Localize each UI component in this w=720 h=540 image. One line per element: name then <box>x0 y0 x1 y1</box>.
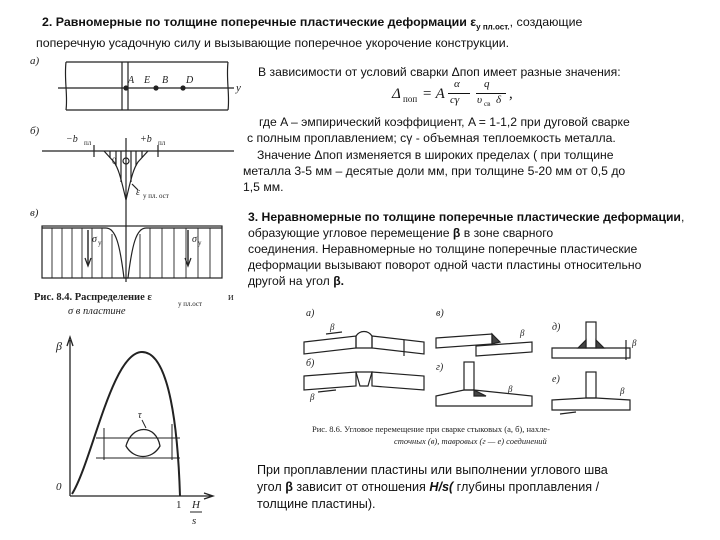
melt-pool-shape <box>126 430 160 457</box>
hs-axis-s: s <box>192 515 197 527</box>
section3-line4: другой на угол <box>248 274 330 288</box>
formula-frac2-den: υ <box>477 94 483 106</box>
fig86-a-left-plate <box>304 336 356 354</box>
fig86-g-beta: β <box>508 384 513 394</box>
heading-line2: поперечную усадочную силу и вызывающие поперечное укорочение конструкции. <box>36 36 510 51</box>
fig84-eps-label: ε <box>136 187 140 198</box>
origin-label: 0 <box>56 481 62 493</box>
fig86-d-weld-right <box>596 340 604 348</box>
para-where-line2: с полным проплавлением; cγ - объемная теплоемкость металла. <box>247 131 616 145</box>
para-melting-post: глубины проплавления / <box>456 480 600 494</box>
fig84-point-E-dot <box>154 86 158 90</box>
fig86-caption-line2: сточных (в), тавровых (г — е) соединений <box>394 436 547 446</box>
para-value-line1: Значение Δпоп изменяется в широких пределах ( при толщине <box>257 148 614 162</box>
formula-comma: , <box>509 86 513 102</box>
fig86-d-flange <box>552 348 630 358</box>
fig84-axis-y-label: y <box>236 82 241 94</box>
formula-frac1-den: cγ <box>450 94 460 106</box>
formula-eq: = A <box>422 86 445 102</box>
formula-frac1-num: α <box>454 78 460 90</box>
section3 <box>248 209 708 289</box>
para-melting-line1: При проплавлении пластины или выполнении углового шва <box>257 463 608 477</box>
hs-axis-h: H <box>192 499 200 511</box>
formula-lhs: Δ <box>392 86 401 102</box>
para-where <box>247 114 707 146</box>
section3-beta: β <box>452 226 461 240</box>
fig84-sigma-r-sub: y <box>198 239 202 247</box>
section3-beta-end: β. <box>333 274 345 288</box>
section2-heading <box>36 14 710 51</box>
figure-beta-graph <box>42 332 222 532</box>
one-label: 1 <box>176 499 182 511</box>
figure-8-4 <box>28 50 250 320</box>
fig84-point-B: B <box>162 75 169 86</box>
fig84-sigma-x: σ <box>92 234 97 245</box>
fig86-e-flange <box>552 398 630 410</box>
beta-axis-label: β <box>56 339 62 353</box>
para-dependence: В зависимости от условий сварки Δпоп имеет разные значения: <box>258 65 621 79</box>
fig84-sigma-hatch <box>52 228 210 278</box>
fig86-d-web <box>586 322 596 348</box>
formula <box>392 78 612 110</box>
fig84-eps-sub: у пл. ост <box>143 192 169 200</box>
fig86-b-weld <box>356 372 372 386</box>
formula-frac2-den-sub: св <box>484 100 491 108</box>
section3-line1-tail: в зоне сварного <box>463 226 554 240</box>
heading-tail: , создающие <box>509 15 583 29</box>
para-melting-ratio: H/s( <box>429 480 454 494</box>
fig86-e-web <box>586 372 596 398</box>
formula-lhs-sub: поп <box>403 94 418 104</box>
fig86-label-d: д) <box>552 322 561 333</box>
fig84-plate-right-edge <box>227 62 228 110</box>
para-value-line2: металла 3-5 мм – десятые доли мм, при толщине 5-20 мм от 0,5 до <box>243 164 626 178</box>
fig84-label-a: а) <box>30 55 40 67</box>
fig86-label-v: в) <box>436 308 444 319</box>
fig86-v-weld <box>492 334 500 344</box>
fig84-plus-b: +b <box>140 134 152 145</box>
fig84-sigma-r: σ <box>192 234 197 245</box>
fig86-label-e: е) <box>552 374 560 385</box>
fig86-e-beta: β <box>620 386 625 396</box>
figure-8-6-drawing <box>296 296 716 456</box>
fig84-point-A: A <box>128 75 135 86</box>
fig84-caption-and: и <box>228 292 234 303</box>
fig86-b-beta: β <box>310 392 315 402</box>
section3-line2: соединения. Неравномерные но толщине поперечные пластические <box>248 242 638 256</box>
fig84-caption-pre: Рис. 8.4. Распределение ε <box>34 292 152 303</box>
curve-label-tau: τ <box>138 410 142 421</box>
para-value-line3: 1,5 мм. <box>243 180 284 194</box>
fig86-a-weld <box>356 332 372 349</box>
section3-title-rest: , образующие угловое перемещение <box>248 210 685 240</box>
fig86-b-left-plate <box>304 372 356 390</box>
fig84-zero: 0 <box>112 156 117 166</box>
fig86-caption-line1: Рис. 8.6. Угловое перемещение при сварке стыковых (а, б), нахле- <box>312 424 550 434</box>
fig86-a-beta: β <box>330 322 335 332</box>
fig84-point-E: E <box>144 75 151 86</box>
para-melting-mid: зависит от отношения <box>296 480 426 494</box>
fig84-minus-b: −b <box>66 134 78 145</box>
fig84-minus-b-sub: пл <box>84 139 92 147</box>
fig84-sigma-x-sub: y <box>98 239 102 247</box>
fig86-label-g: г) <box>436 362 444 373</box>
curve-label-leader <box>142 420 146 428</box>
fig84-point-D-dot <box>181 86 185 90</box>
formula-frac2-num: q <box>484 78 490 90</box>
heading-subscript: у пл.ост. <box>476 22 510 32</box>
para-where-line1: где A – эмпирический коэффициент, A = 1-1,2 при дуговой сварке <box>259 115 630 129</box>
fig84-plus-b-sub: пл <box>158 139 166 147</box>
para-value <box>243 147 688 195</box>
figure-8-4-drawing <box>28 50 250 320</box>
para-melting-pre: угол <box>257 480 282 494</box>
formula-frac2-den-tail: δ <box>496 94 502 106</box>
fig86-d-weld-left <box>578 340 586 348</box>
fig84-point-A-dot <box>124 86 128 90</box>
fig86-label-b: б) <box>306 358 315 369</box>
fig86-a-right-plate <box>372 336 424 354</box>
fig86-label-a: а) <box>306 308 315 319</box>
fig86-d-beta: β <box>632 338 637 348</box>
section3-line3: деформации вызывают поворот одной части пластины относительно <box>248 258 642 272</box>
fig84-plate-left-edge <box>65 62 66 110</box>
fig86-e-beta-line <box>560 412 576 414</box>
para-melting-beta: β <box>285 480 293 494</box>
fig84-caption-line2: σ в пластине <box>68 306 126 317</box>
fig86-b-right-plate <box>372 372 424 390</box>
fig86-b-beta-line <box>318 390 336 392</box>
para-melting <box>257 462 697 513</box>
fig84-point-D: D <box>186 75 194 86</box>
fig86-a-beta-line <box>326 332 342 334</box>
heading-title: 2. Равномерные по толщине поперечные пластические деформации ε <box>42 15 477 29</box>
fig86-g-flange <box>436 390 532 406</box>
beta-curve <box>72 352 180 496</box>
fig86-v-beta: β <box>520 328 525 338</box>
fig84-label-b: б) <box>30 125 40 137</box>
para-melting-line3: толщине пластины). <box>257 497 376 511</box>
fig86-g-web <box>464 362 474 390</box>
figure-beta-graph-drawing <box>42 332 222 532</box>
fig84-caption-sub: у пл.ост <box>178 300 203 308</box>
fig84-label-v: в) <box>30 207 39 219</box>
section3-title: 3. Неравномерные по толщине поперечные пластические деформации <box>248 210 681 224</box>
figure-8-6 <box>296 296 716 456</box>
